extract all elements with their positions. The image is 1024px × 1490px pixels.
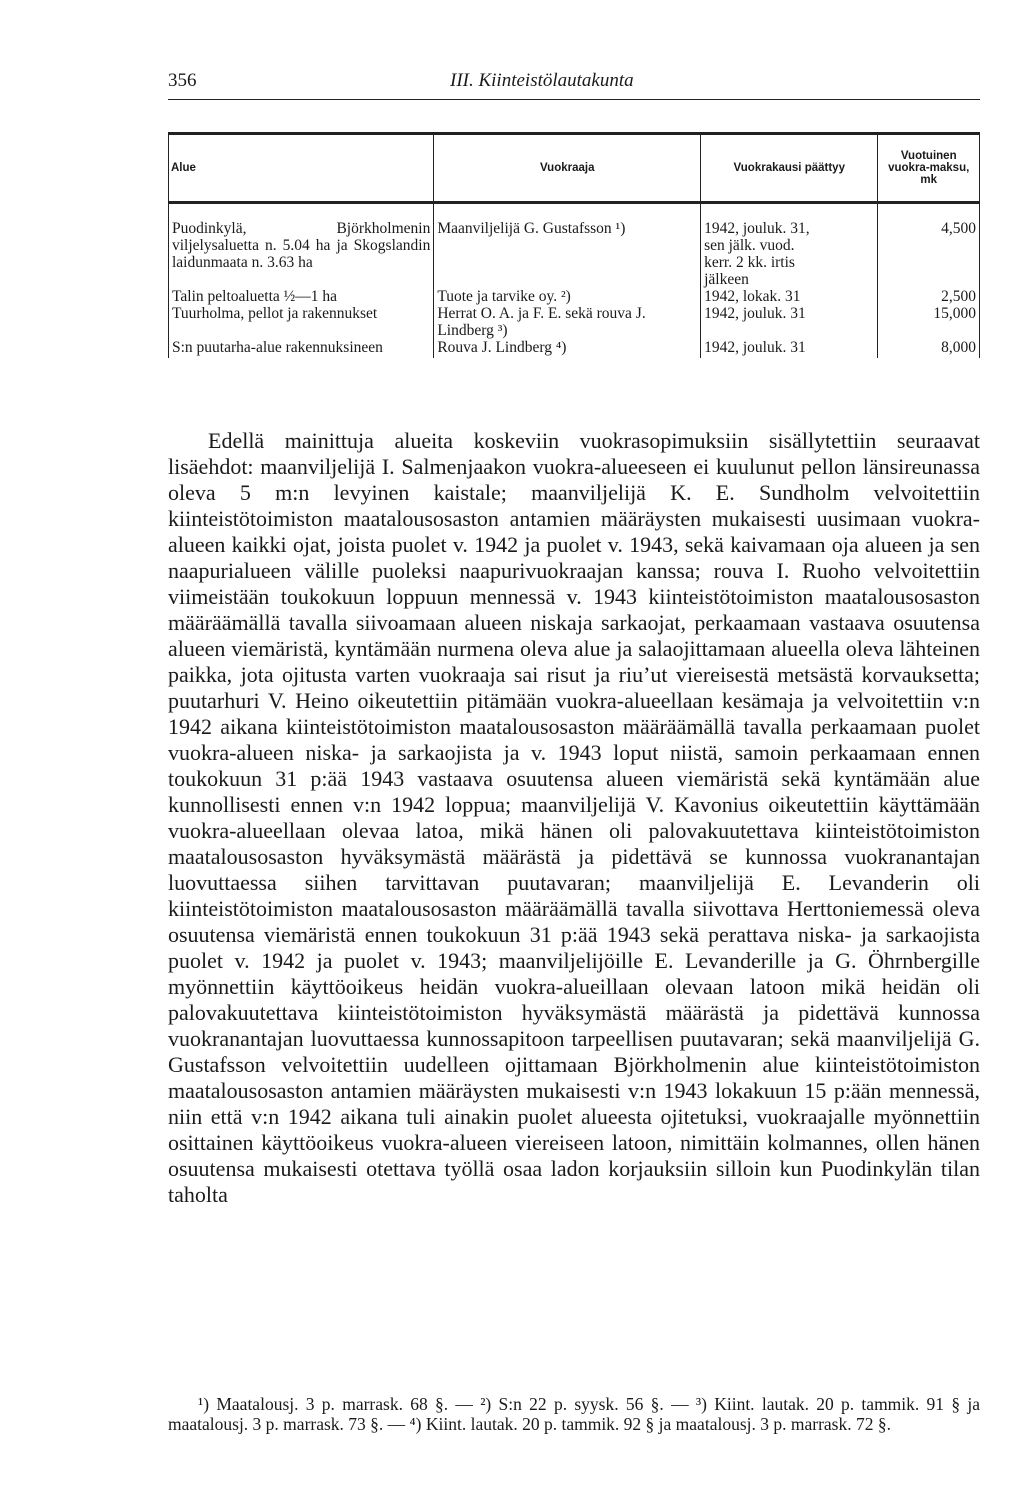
cell-lease-end: 1942, jouluk. 31: [701, 339, 878, 358]
cell-annual-rent: 4,500: [878, 220, 980, 288]
page-number: 356: [168, 70, 197, 91]
table-row: [169, 288, 980, 305]
cell-lease-end: 1942, jouluk. 31, sen jälk. vuod. kerr. 2 kk. irtis jälkeen: [701, 220, 878, 288]
cell-annual-rent: 2,500: [878, 288, 980, 305]
cell-tenant: Rouva J. Lindberg ⁴): [434, 339, 701, 358]
footnotes: ¹) Maatalousj. 3 p. marrask. 68 §. — ²) S:n 22 p. syysk. 56 §. — ³) Kiint. lautak. 20 p. tammik. 91 § ja maatalousj. 3 p. marrask. 73 §. — ⁴) Kiint. lautak. 20 p. tammik. 92 § ja maatalousj. 3 p. marrask. 72 §.: [168, 1394, 980, 1434]
cell-annual-rent: 15,000: [878, 305, 980, 339]
cell-lease-end: 1942, lokak. 31: [701, 288, 878, 305]
cell-tenant: Herrat O. A. ja F. E. sekä rouva J. Lindberg ³): [434, 305, 701, 339]
table-header-row: [169, 134, 980, 203]
cell-area: Tuurholma, pellot ja rakennukset: [169, 305, 434, 339]
column-header-annual-rent: Vuotuinen vuokra-maksu, mk: [878, 134, 980, 203]
cell-tenant: Tuote ja tarvike oy. ²): [434, 288, 701, 305]
section-title: III. Kiinteistölautakunta: [450, 70, 634, 91]
column-header-area: Alue: [169, 134, 434, 203]
cell-area: S:n puutarha-alue rakennuksineen: [169, 339, 434, 358]
cell-tenant: Maanviljelijä G. Gustafsson ¹): [434, 220, 701, 288]
table-row: [169, 339, 980, 358]
column-header-tenant: Vuokraaja: [434, 134, 701, 203]
lease-table: [168, 132, 980, 358]
cell-lease-end: 1942, jouluk. 31: [701, 305, 878, 339]
header-rule: [168, 99, 980, 100]
table-row: [169, 305, 980, 339]
column-header-lease-end: Vuokrakausi päättyy: [701, 134, 878, 203]
body-paragraph: Edellä mainittuja alueita koskeviin vuokrasopimuksiin sisällytettiin seuraavat lisäehdot: maanviljelijä I. Salmenjaakon vuokra-alueeseen ei kuulunut pellon länsireunassa oleva 5 m:n levyinen kaistale; maanviljelijä K. E. Sundholm velvoitettiin kiinteistötoimiston maatalousosaston antamien määräysten mukaisesti uusimaan vuokra-alueen kaikki ojat, joista puolet v. 1942 ja puolet v. 1943, sekä kaivamaan oja alueen ja sen naapurialueen välille puoleksi naapurivuokraajan kanssa; rouva I. Ruoho velvoitettiin viimeistään toukokuun loppuun mennessä v. 1943 kiinteistötoimiston maatalousosaston määräämällä tavalla siivoamaan alueen niskaja sarkaojat, perkaamaan vastaava osuutensa alueen viemäristä, kyntämään nurmena oleva alue ja salaojittamaan alueella oleva lähteinen paikka, jota ojitusta varten vuokraaja sai risut ja riu’ut viereisestä metsästä korvauksetta; puutarhuri V. Heino oikeutettiin pitämään vuokra-alueellaan kesämaja ja velvoitettiin v:n 1942 aikana kiinteistötoimiston maatalousosaston määräämällä tavalla perkaamaan puolet vuokra-alueen niska- ja sarkaojista ja v. 1943 loput niistä, samoin perkaamaan ennen toukokuun 31 p:ää 1943 vastaava osuutensa alueen viemäristä sekä kyntämään alue kunnollisesti ennen v:n 1942 loppua; maanviljelijä V. Kavonius oikeutettiin käyttämään vuokra-alueellaan olevaa latoa, mikä hänen oli palovakuutettava kiinteistötoimiston maatalousosaston hyväksymästä määrästä ja pidettävä se kunnossa vuokranantajan luovuttaessa siihen tarvittavan puutavaran; maanviljelijä E. Levanderin oli kiinteistötoimiston maatalousosaston määräämällä tavalla siivottava Herttoniemessä oleva osuutensa viemäristä ennen toukokuun 31 p:ää 1943 sekä perattava niska- ja sarkaojista puolet v. 1942 ja puolet v. 1943; maanviljelijöille E. Levanderille ja G. Öhrnbergille myönnettiin käyttöoikeus heidän vuokra-alueillaan olevaan latoon mikä heidän oli palovakuutettava kiinteistötoimiston hyväksymästä määrästä ja pidettävä kunnossa vuokranantajan luovuttaessa kunnossapitoon tarpeellisen puutavaran; sekä maanviljelijä G. Gustafsson velvoitettiin uudelleen ojittamaan Björkholmenin alue kiinteistötoimiston maatalousosaston antamien määräysten mukaisesti v:n 1943 lokakuun 15 p:ään mennessä, niin että v:n 1942 aikana tuli ainakin puolet alueesta ojitetuksi, vuokraajalle myönnettiin osittainen käyttöoikeus vuokra-alueen viereiseen latoon, nimittäin kolmannes, ollen hänen osuutensa mukaisesti otettava työllä osaa ladon korjauksiin silloin kun Puodinkylän tilan taholta: [168, 428, 980, 1207]
cell-annual-rent: 8,000: [878, 339, 980, 358]
cell-area: Talin peltoaluetta ½—1 ha: [169, 288, 434, 305]
cell-area: Puodinkylä, Björkholmenin viljelysaluetta n. 5.04 ha ja Skogslandin laidunmaata n. 3.63 ha: [169, 220, 434, 288]
table-row: [169, 220, 980, 288]
table-spacer-row: [169, 203, 980, 221]
running-head: [168, 70, 980, 98]
